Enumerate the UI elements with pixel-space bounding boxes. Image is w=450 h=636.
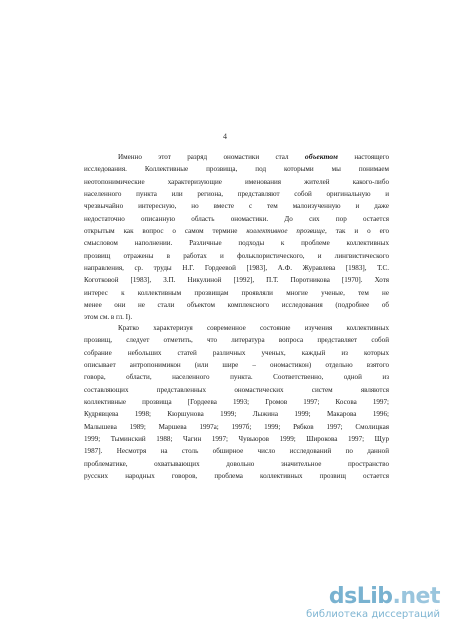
text-line: [84, 250, 389, 262]
emphasized-term: коллективное прозвище: [246, 227, 326, 236]
text-run: менее они не стали объектом комплексного исследования (подробнее об: [84, 301, 389, 310]
text-run: Кудрявцева 1998; Кюршунова 1999; Лыжина 1999; Макарова 1996;: [84, 410, 389, 419]
text-run: смысловом наполнении. Различные подходы к проблеме коллективных: [84, 239, 389, 248]
text-run: населенного пункта или региона, представляют собой оригинальную и: [84, 190, 389, 199]
text-line: [84, 299, 389, 311]
text-line: [84, 188, 389, 200]
text-line: [84, 359, 389, 371]
text-line: [84, 274, 389, 286]
text-run: Именно этот разряд ономастики стал: [118, 153, 305, 161]
watermark-brand-main: dsLib: [328, 584, 393, 609]
text-line: [84, 200, 389, 212]
text-run: исследования. Коллективные прозвища, под которыми мы понимаем: [84, 165, 389, 174]
text-line: [84, 433, 389, 445]
watermark-tagline: библиотека диссертаций: [306, 609, 440, 620]
text-run: Коготковой [1983], З.П. Никулиной [1992], П.Т. Поротникова [1970]. Хотя: [84, 276, 389, 285]
text-line: [84, 347, 389, 359]
text-line: [84, 458, 389, 470]
text-run: русских народных говоров, проблема коллективных прозвищ остается: [84, 472, 389, 481]
text-line: [84, 445, 389, 457]
text-line: [84, 384, 389, 396]
text-line: [84, 225, 389, 237]
text-line: [84, 371, 389, 383]
text-run: открытым как вопрос о самом термине: [84, 227, 247, 236]
watermark-logo: [280, 585, 440, 621]
text-run: описывает антропонимикон (или шире – ономастикон) отдельно взятого: [84, 361, 389, 370]
text-line: [84, 213, 389, 225]
text-run: направления, ср. труды Н.Г. Гордеевой [1983], А.Ф. Журавлева [1983], Т.С.: [84, 264, 389, 273]
text-run: недостаточно описанную область ономастики. До сих пор остается: [84, 214, 389, 223]
text-run: собрание небольших статей различных ученых, каждый из которых: [84, 348, 389, 357]
text-run: Кратко характеризуя современное состояние изучения коллективных: [118, 324, 389, 332]
emphasized-term: объектом: [304, 152, 338, 161]
text-run: коллективные прозвища [Гордеева 1993; Громов 1997; Косова 1997;: [84, 398, 389, 407]
text-run: прозвищ, следует отметить, что литература вопроса представляет собой: [84, 336, 389, 345]
text-line: [84, 421, 389, 433]
text-run: 1987]. Несмотря на столь обширное число исследований по данной: [84, 447, 389, 456]
paragraph-1: [84, 151, 389, 324]
text-line: [84, 396, 389, 408]
text-run: Малышева 1989; Маршева 1997а; 1997б; 1999; Рябков 1997; Смолицкая: [84, 422, 389, 431]
text-run: , так и о его: [325, 227, 390, 236]
text-run: неотопонимические характеризующие именования жителей какого-либо: [84, 177, 389, 186]
text-line: [84, 176, 389, 188]
paragraph-2: [84, 322, 389, 482]
text-line: [84, 322, 389, 334]
text-run: этом см. в гл. I).: [84, 313, 133, 322]
text-run: чрезвычайно интересную, но вместе с тем малоизученную и даже: [84, 202, 389, 211]
watermark-brand-domain: .net: [392, 584, 440, 609]
text-line: [84, 163, 389, 175]
text-run: 1999; Тыминский 1988; Чагин 1997; Чувьюров 1999; Широкова 1997; Щур: [84, 435, 389, 444]
text-run: прозвищ отражены в работах и фольклористического, и лингвистического: [84, 251, 389, 260]
text-line: [84, 334, 389, 346]
text-line: [84, 151, 389, 163]
text-line: [84, 237, 389, 249]
text-line: [84, 262, 389, 274]
text-run: интерес к коллективным прозвищам проявляли многие ученые, тем не: [84, 288, 389, 297]
text-run: говора, области, населенного пункта. Соответственно, одной из: [84, 373, 389, 382]
text-line: [84, 470, 389, 482]
watermark-brand: [280, 585, 440, 609]
text-line: [84, 287, 389, 299]
page-number: 4: [223, 132, 227, 141]
text-run: проблематике, охватывающих довольно значительное пространство: [84, 459, 389, 468]
text-run: настоящего: [337, 153, 389, 161]
text-run: составляющих представленных ономастических систем являются: [84, 385, 389, 394]
text-line: [84, 408, 389, 420]
